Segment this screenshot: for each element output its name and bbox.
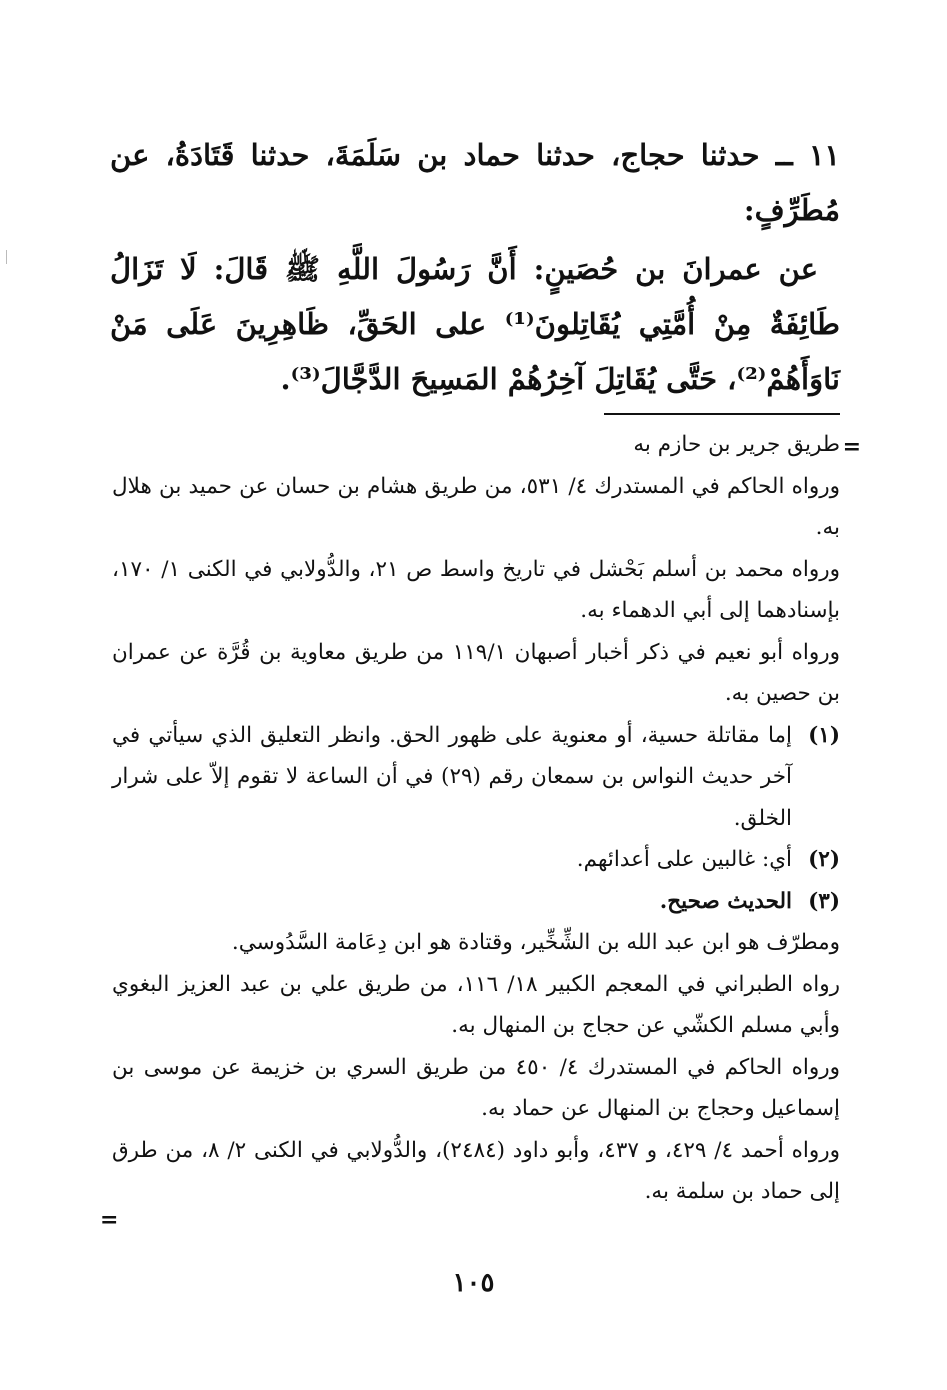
carry-over-line: ورواه الحاكم في المستدرك ٤/ ٥٣١، من طريق هشام بن حسان عن حميد بن هلال به. <box>112 473 840 540</box>
footnote-3 <box>112 881 840 923</box>
footnote-divider <box>604 413 840 415</box>
footnote-3-line: ورواه الحاكم في المستدرك ٤/ ٤٥٠ من طريق السري بن خزيمة عن موسى بن إسماعيل وحجاج بن المنهال عن حماد به. <box>112 1054 840 1121</box>
footnote-text: إما مقاتلة حسية، أو معنوية على ظهور الحق. وانظر التعليق الذي سيأتي في آخر حديث النواس بن سمعان رقم (٢٩) في أن الساعة لا تقوم إلاّ على شرار الخلق. <box>112 722 792 831</box>
footnote-1 <box>112 715 840 840</box>
page-number: ١٠٥ <box>452 1268 495 1298</box>
footnote-2 <box>112 839 840 881</box>
hadith-text: عن عمرانَ بن حُصَينٍ: أَنَّ رَسُولَ اللَّهِ ﷺ قَالَ: لَا تَزَالُ طَائِفَةٌ مِنْ أُمَّتِي يُقَاتِلونَ⁽¹⁾ على الحَقِّ، ظَاهِرِينَ عَلَى مَنْ نَاوَأَهُمْ⁽²⁾، حَتَّى يُقَاتِلَ آخِرُهُمْ المَسِيحَ الدَّجَّالَ⁽³⁾. <box>110 252 840 396</box>
footnote-3-line: ومطرّف هو ابن عبد الله بن الشِّخِّير، وقتادة هو ابن دِعَامة السَّدُوسي. <box>231 930 840 955</box>
footnote-text: الحديث صحيح. <box>659 888 792 914</box>
scan-speck <box>6 250 10 264</box>
footnote-text: أي: غالبين على أعدائهم. <box>576 847 792 872</box>
continuation-mark-top: = <box>842 434 861 460</box>
footnote-number: (١) <box>808 722 840 748</box>
footnote-3-line: رواه الطبراني في المعجم الكبير ١٨/ ١١٦، من طريق علي بن عبد العزيز البغوي وأبي مسلم الكشّي عن حجاج بن المنهال به. <box>112 971 841 1038</box>
carry-over-line: ورواه أبو نعيم في ذكر أخبار أصبهان ١١٩/١ من طريق معاوية بن قُرَّة عن عمران بن حصين به. <box>112 639 840 706</box>
hadith-chain: ١١ ــ حدثنا حجاج، حدثنا حماد بن سَلَمَةَ، حدثنا قَتَادَةُ، عن مُطَرِّفٍ: <box>110 138 840 227</box>
hadith-block <box>110 128 840 407</box>
footnote-number: (٣) <box>808 888 840 914</box>
footnote-3-line: ورواه أحمد ٤/ ٤٢٩، و ٤٣٧، وأبو داود (٢٤٨٤)، والدُّولابي في الكنى ٢/ ٨، من طرق إلى حماد بن سلمة به. <box>112 1137 840 1204</box>
footnote-number: (٢) <box>808 847 840 872</box>
carry-over-line: ورواه محمد بن أسلم بَحْشل في تاريخ واسط ص ٢١، والدُّولابي في الكنى ١/ ١٧٠، بإسنادهما إلى أبي الدهماء به. <box>112 556 840 623</box>
carry-over-line: طريق جرير بن حازم به <box>633 432 840 457</box>
continuation-mark-bottom: = <box>100 1207 119 1233</box>
footnotes <box>112 424 840 1213</box>
